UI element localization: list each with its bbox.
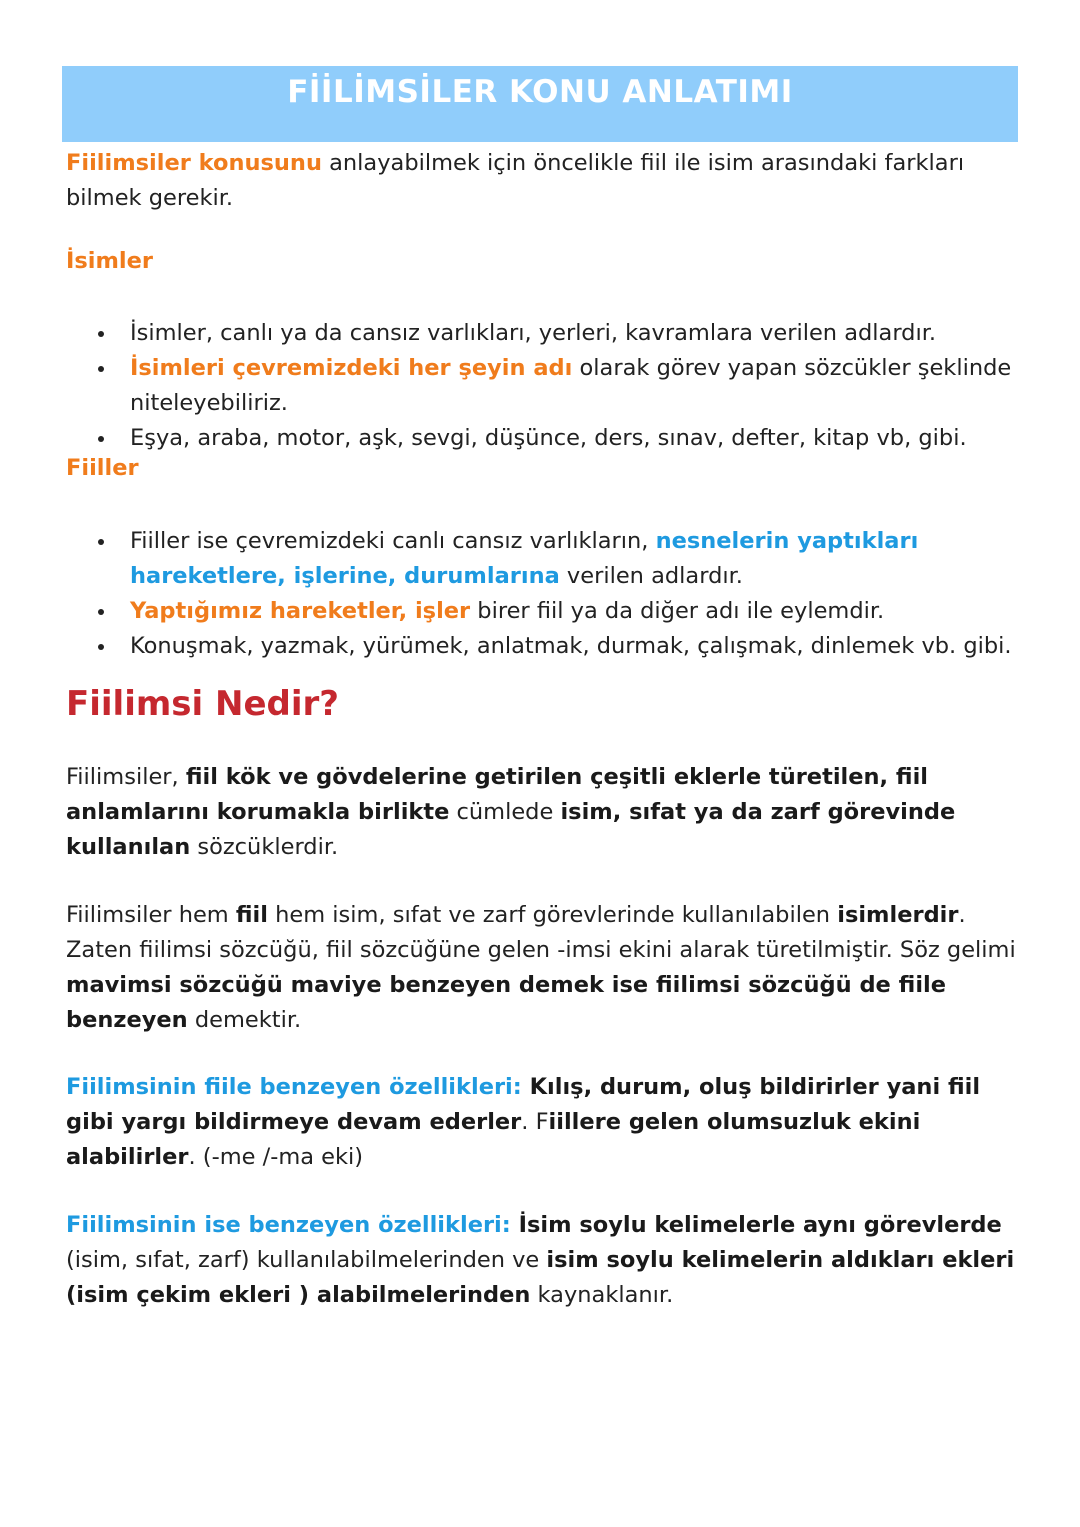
- list-item-text: Eşya, araba, motor, aşk, sevgi, düşünce, ders, sınav, defter, kitap vb, gibi.: [130, 425, 967, 451]
- bold-run: fiil kök ve gövdelerine getirilen çeşitli eklerle türetilen, fiil anlamlarını korumakla birlikte: [66, 764, 929, 825]
- list-item-highlight: Yaptığımız hareketler, işler: [130, 598, 471, 624]
- text-run: . Zaten fiilimsi sözcüğü, fiil sözcüğüne gelen -imsi ekini alarak türetilmiştir. Söz gelimi: [66, 902, 1016, 963]
- text-run: . F: [521, 1109, 549, 1135]
- list-item: [66, 594, 1016, 629]
- bullet-icon: [98, 539, 104, 545]
- list-item-text: olarak görev yapan sözcükler şeklinde niteleyebiliriz.: [130, 355, 1012, 416]
- intro-paragraph: [66, 146, 1016, 216]
- isme-benzeyen-paragraph: [66, 1208, 1016, 1313]
- list-item-text: birer fiil ya da diğer adı ile eylemdir.: [470, 598, 885, 624]
- bold-run: iillere gelen olumsuzluk ekini alabilirler: [66, 1109, 921, 1170]
- bold-run: fiil: [235, 902, 268, 928]
- bullet-icon: [98, 609, 104, 615]
- text-run: demektir.: [187, 1007, 302, 1033]
- bullet-icon: [98, 366, 104, 372]
- bold-run: isimlerdir: [837, 902, 959, 928]
- bold-run: isim, sıfat ya da zarf görevinde kullanılan: [66, 799, 956, 860]
- list-item-text: Fiiller ise çevremizdeki canlı cansız varlıkların,: [130, 528, 656, 554]
- paragraph-label: Fiilimsinin fiile benzeyen özellikleri:: [66, 1074, 522, 1100]
- bold-run: İsim soylu kelimelerle aynı görevlerde: [510, 1212, 1002, 1238]
- fiilimsi-nedir-heading: Fiilimsi Nedir?: [66, 684, 339, 724]
- list-item-text: verilen adlardır.: [559, 563, 743, 589]
- isimler-heading: İsimler: [66, 248, 153, 274]
- intro-text: anlayabilmek için öncelikle fiil ile isim arasındaki farkları bilmek gerekir.: [66, 150, 965, 211]
- text-run: kaynaklanır.: [530, 1282, 674, 1308]
- text-run: cümlede: [449, 799, 561, 825]
- text-run: Fiilimsiler hem: [66, 902, 236, 928]
- explanation-paragraph: [66, 898, 1016, 1038]
- bold-run: isim soylu kelimelerin aldıkları ekleri (isim çekim ekleri ) alabilmelerinden: [66, 1247, 1015, 1308]
- bold-run: Kılış, durum, oluş bildirirler yani fiil gibi yargı bildirmeye devam ederler: [66, 1074, 981, 1135]
- fiiller-heading: Fiiller: [66, 455, 139, 481]
- definition-paragraph: [66, 760, 1016, 865]
- isimler-list: [66, 316, 1016, 456]
- list-item-text: Konuşmak, yazmak, yürümek, anlatmak, durmak, çalışmak, dinlemek vb. gibi.: [130, 633, 1012, 659]
- text-run: hem isim, sıfat ve zarf görevlerinde kullanılabilen: [267, 902, 838, 928]
- list-item-highlight: nesnelerin yaptıkları hareketlere, işlerine, durumlarına: [130, 528, 919, 589]
- bold-run: mavimsi sözcüğü maviye benzeyen demek ise fiilimsi sözcüğü de fiile benzeyen: [66, 972, 947, 1033]
- fiiller-list: [66, 524, 1016, 664]
- text-run: Fiilimsiler,: [66, 764, 186, 790]
- fiile-benzeyen-paragraph: [66, 1070, 1016, 1175]
- list-item: [66, 524, 1016, 594]
- title-banner: [62, 66, 1018, 142]
- bullet-icon: [98, 644, 104, 650]
- paragraph-label: Fiilimsinin ise benzeyen özellikleri:: [66, 1212, 511, 1238]
- page-title: FİİLİMSİLER KONU ANLATIMI: [287, 74, 793, 110]
- list-item: [66, 316, 1016, 351]
- list-item-text: İsimler, canlı ya da cansız varlıkları, yerleri, kavramlara verilen adlardır.: [130, 320, 937, 346]
- text-run: . (-me /-ma eki): [188, 1144, 364, 1170]
- list-item-highlight: İsimleri çevremizdeki her şeyin adı: [130, 355, 573, 381]
- bullet-icon: [98, 436, 104, 442]
- bullet-icon: [98, 331, 104, 337]
- text-run: (isim, sıfat, zarf) kullanılabilmelerinden ve: [66, 1247, 547, 1273]
- list-item: [66, 421, 1016, 456]
- intro-highlight: Fiilimsiler konusunu: [66, 150, 322, 176]
- list-item: [66, 629, 1016, 664]
- list-item: [66, 351, 1016, 421]
- text-run: sözcüklerdir.: [190, 834, 339, 860]
